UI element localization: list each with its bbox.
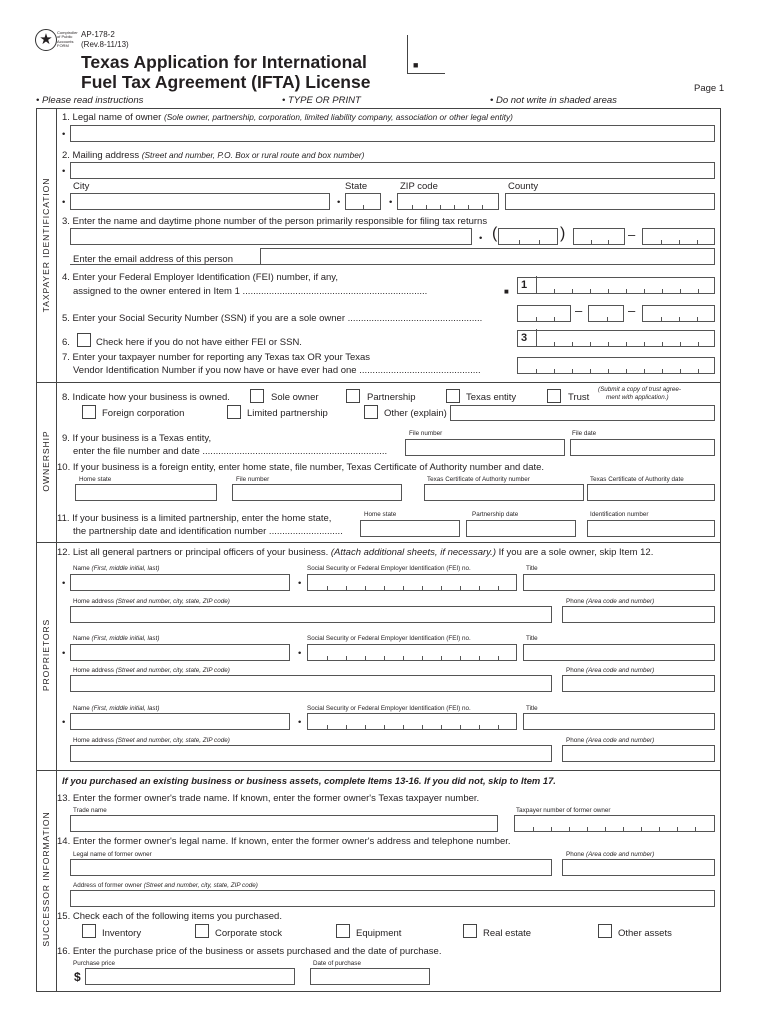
home-state-label: Home state — [79, 476, 112, 483]
email-input[interactable] — [260, 248, 715, 265]
dollar-sign: $ — [74, 970, 81, 984]
proprietor1-name-field[interactable] — [70, 574, 290, 591]
lp-identification-field[interactable] — [587, 520, 715, 537]
phone-label: Phone (Area code and number) — [566, 851, 655, 858]
state-label: State — [345, 181, 368, 192]
former-phone-field[interactable] — [562, 859, 715, 876]
home-address-label: Home address (Street and number, city, state, ZIP code) — [73, 598, 230, 605]
proprietor2-address-field[interactable] — [70, 675, 552, 692]
trust-checkbox[interactable] — [547, 389, 561, 403]
legal-name-field[interactable] — [70, 125, 715, 142]
texas-entity-checkbox[interactable] — [446, 389, 460, 403]
item5-label: 5. Enter your Social Security Number (SSN) if you are a sole owner ................................................... — [62, 313, 483, 324]
proprietor3-name-field[interactable] — [70, 713, 290, 730]
phone-area-code-field[interactable] — [498, 228, 558, 245]
partnership-date-label: Partnership date — [472, 511, 519, 518]
trust-note-line2: ment with application.) — [606, 394, 669, 401]
item15-label: 15. Check each of the following items you purchased. — [57, 911, 282, 922]
item9-label-line2: enter the file number and date ...................................................................... — [73, 446, 388, 457]
ssn-part1-field[interactable] — [517, 305, 571, 322]
address-former-label: Address of former owner (Street and number, city, state, ZIP code) — [73, 882, 258, 889]
trust-note-line1: (Submit a copy of trust agree- — [598, 386, 681, 393]
item10-label: 10. If your business is a foreign entity, enter home state, file number, Texas Certificate of Authority number and date. — [57, 462, 545, 473]
phone-label: Phone (Area code and number) — [566, 737, 655, 744]
texas-entity-label: Texas entity — [466, 392, 517, 403]
proprietor3-address-field[interactable] — [70, 745, 552, 762]
responsible-person-field[interactable] — [70, 228, 472, 245]
title-label: Title — [526, 705, 538, 712]
taxpayer-prefix: 3 — [521, 332, 528, 344]
county-field[interactable] — [505, 193, 715, 210]
equipment-label: Equipment — [356, 928, 402, 939]
zip-field[interactable] — [397, 193, 499, 210]
item13-label: 13. Enter the former owner's trade name. If known, enter the former owner's Texas taxpayer number. — [57, 793, 480, 804]
section-label-successor: SUCCESSOR INFORMATION — [41, 811, 51, 947]
proprietor3-title-field[interactable] — [523, 713, 715, 730]
name-label: Name (First, middle initial, last) — [73, 705, 160, 712]
real-estate-label: Real estate — [483, 928, 532, 939]
area-code-open: ( — [492, 225, 498, 242]
other-assets-checkbox[interactable] — [598, 924, 612, 938]
item8-label: 8. Indicate how your business is owned. — [62, 392, 230, 403]
file-number-label: File number — [236, 476, 270, 483]
item7-label-line2: Vendor Identification Number if you now have or have ever had one .............................................. — [73, 365, 481, 376]
no-fei-ssn-checkbox[interactable] — [77, 333, 91, 347]
phone-prefix-field[interactable] — [573, 228, 625, 245]
bullet: • — [298, 578, 302, 589]
tca-date-label: Texas Certificate of Authority date — [590, 476, 684, 483]
proprietor3-phone-field[interactable] — [562, 745, 715, 762]
vendor-id-field[interactable] — [517, 357, 715, 374]
partnership-checkbox[interactable] — [346, 389, 360, 403]
successor-instruction: If you purchased an existing business or business assets, complete Items 13-16. If you did not, skip to Item 17. — [62, 775, 556, 786]
section-label-taxpayer: TAXPAYER IDENTIFICATION — [41, 177, 51, 313]
fei-number-field[interactable] — [517, 277, 715, 294]
ssn-dash: – — [575, 303, 583, 318]
page-number: Page 1 — [694, 83, 725, 94]
former-trade-name-field[interactable] — [70, 815, 498, 832]
item11-label-line1: 11. If your business is a limited partnership, enter the home state, — [57, 513, 332, 524]
inventory-label: Inventory — [102, 928, 142, 939]
partnership-label: Partnership — [367, 392, 416, 403]
bullet: • — [62, 197, 66, 208]
item1-label: 1. Legal name of owner (Sole owner, partnership, corporation, limited liability company, association or other legal entity) — [62, 112, 513, 123]
former-taxpayer-label: Taxpayer number of former owner — [516, 807, 611, 814]
section-divider — [36, 382, 720, 383]
other-checkbox[interactable] — [364, 405, 378, 419]
name-label: Name (First, middle initial, last) — [73, 635, 160, 642]
foreign-home-state-field[interactable] — [75, 484, 217, 501]
texas-file-number-field[interactable] — [405, 439, 565, 456]
bullet: • — [62, 717, 66, 728]
other-explain-field[interactable] — [450, 405, 715, 421]
page-title-line1: Texas Application for International — [81, 52, 367, 72]
seal-icon: ★ — [35, 29, 57, 51]
tca-number-field[interactable] — [424, 484, 584, 501]
note-type-print: • TYPE OR PRINT — [282, 95, 361, 106]
item6-number: 6. — [62, 337, 70, 348]
purchase-price-field[interactable] — [85, 968, 295, 985]
ssn-part2-field[interactable] — [588, 305, 624, 322]
foreign-file-number-field[interactable] — [232, 484, 402, 501]
proprietor2-phone-field[interactable] — [562, 675, 715, 692]
former-address-field[interactable] — [70, 890, 715, 907]
inventory-checkbox[interactable] — [82, 924, 96, 938]
revision: (Rev.8-11/13) — [81, 40, 129, 49]
item9-label-line1: 9. If your business is a Texas entity, — [62, 433, 212, 444]
limited-partnership-checkbox[interactable] — [227, 405, 241, 419]
bullet: • — [479, 233, 483, 244]
tca-number-label: Texas Certificate of Authority number — [427, 476, 530, 483]
ssn-fei-label: Social Security or Federal Employer Identification (FEI) no. — [307, 565, 471, 572]
area-code-close: ) — [560, 225, 566, 242]
city-field[interactable] — [70, 193, 330, 210]
bullet: • — [62, 578, 66, 589]
ssn-dash: – — [628, 303, 636, 318]
date-of-purchase-label: Date of purchase — [313, 960, 361, 967]
purchase-date-field[interactable] — [310, 968, 430, 985]
former-legal-name-field[interactable] — [70, 859, 552, 876]
item4-label-line2: assigned to the owner entered in Item 1 ...................................................................... — [73, 286, 428, 297]
proprietor1-phone-field[interactable] — [562, 606, 715, 623]
file-number-label: File number — [409, 430, 443, 437]
item14-label: 14. Enter the former owner's legal name. If known, enter the former owner's address and telephone number. — [57, 836, 511, 847]
state-field[interactable] — [345, 193, 381, 210]
real-estate-checkbox[interactable] — [463, 924, 477, 938]
square-marker: ■ — [504, 287, 509, 296]
agency-name: Comptroller of Public Accounts FORM — [57, 30, 78, 49]
home-address-label: Home address (Street and number, city, state, ZIP code) — [73, 737, 230, 744]
item12-label: 12. List all general partners or principal officers of your business. (Attach additional sheets, if necessary.) If you are a sole owner, skip Item 12. — [57, 547, 654, 558]
county-label: County — [508, 181, 539, 192]
purchase-price-label: Purchase price — [73, 960, 115, 967]
identification-number-label: Identification number — [590, 511, 649, 518]
bullet: • — [62, 648, 66, 659]
fei-prefix: 1 — [521, 279, 528, 291]
texas-file-date-field[interactable] — [570, 439, 715, 456]
section-label-proprietors: PROPRIETORS — [41, 618, 51, 692]
lp-partnership-date-field[interactable] — [466, 520, 576, 537]
proprietor2-ssn-field[interactable] — [307, 644, 517, 661]
sole-owner-checkbox[interactable] — [250, 389, 264, 403]
corporate-stock-checkbox[interactable] — [195, 924, 209, 938]
taxpayer-number-field[interactable] — [517, 330, 715, 347]
proprietor2-name-field[interactable] — [70, 644, 290, 661]
lp-home-state-field[interactable] — [360, 520, 460, 537]
proprietor3-ssn-field[interactable] — [307, 713, 517, 730]
bullet: • — [298, 717, 302, 728]
city-label: City — [73, 181, 90, 192]
home-state-label: Home state — [364, 511, 397, 518]
ssn-fei-label: Social Security or Federal Employer Identification (FEI) no. — [307, 705, 471, 712]
proprietor1-ssn-field[interactable] — [307, 574, 517, 591]
item2-label: 2. Mailing address (Street and number, P.O. Box or rural route and box number) — [62, 150, 365, 161]
equipment-checkbox[interactable] — [336, 924, 350, 938]
bullet: • — [337, 197, 341, 208]
file-date-label: File date — [572, 430, 597, 437]
limited-partnership-label: Limited partnership — [247, 408, 328, 419]
phone-line-field[interactable] — [642, 228, 715, 245]
item6-label: Check here if you do not have either FEI or SSN. — [96, 337, 302, 348]
other-label: Other (explain) — [384, 408, 447, 419]
corporate-stock-label: Corporate stock — [215, 928, 283, 939]
item7-label-line1: 7. Enter your taxpayer number for reporting any Texas tax OR your Texas — [62, 352, 371, 363]
title-label: Title — [526, 565, 538, 572]
item11-label-line2: the partnership date and identification number ............................ — [73, 526, 343, 537]
item3-label: 3. Enter the name and daytime phone number of the person primarily responsible for filing tax returns — [62, 216, 488, 227]
item16-label: 16. Enter the purchase price of the business or assets purchased and the date of purchase. — [57, 946, 442, 957]
mailing-address-field[interactable] — [70, 162, 715, 179]
foreign-corporation-label: Foreign corporation — [102, 408, 185, 419]
trade-name-label: Trade name — [73, 807, 107, 814]
foreign-corporation-checkbox[interactable] — [82, 405, 96, 419]
legal-former-label: Legal name of former owner — [73, 851, 152, 858]
proprietor1-title-field[interactable] — [523, 574, 715, 591]
item4-label-line1: 4. Enter your Federal Employer Identification (FEI) number, if any, — [62, 272, 338, 283]
bullet: • — [298, 648, 302, 659]
note-read-instructions: • Please read instructions — [36, 95, 144, 106]
home-address-label: Home address (Street and number, city, state, ZIP code) — [73, 667, 230, 674]
tca-date-field[interactable] — [587, 484, 715, 501]
zip-label: ZIP code — [400, 181, 438, 192]
trust-label: Trust — [568, 392, 590, 403]
proprietor1-address-field[interactable] — [70, 606, 552, 623]
bullet: • — [62, 166, 66, 177]
page-title-line2: Fuel Tax Agreement (IFTA) License — [81, 72, 371, 92]
section-divider — [36, 770, 720, 771]
phone-label: Phone (Area code and number) — [566, 667, 655, 674]
bullet: • — [389, 197, 393, 208]
former-taxpayer-number-field[interactable] — [514, 815, 715, 832]
sole-owner-label: Sole owner — [271, 392, 319, 403]
name-label: Name (First, middle initial, last) — [73, 565, 160, 572]
title-label: Title — [526, 635, 538, 642]
note-shaded: • Do not write in shaded areas — [490, 95, 617, 106]
bullet: • — [62, 129, 66, 140]
phone-dash: – — [628, 227, 636, 242]
section-label-ownership: OWNERSHIP — [41, 430, 51, 492]
proprietor2-title-field[interactable] — [523, 644, 715, 661]
ssn-fei-label: Social Security or Federal Employer Identification (FEI) no. — [307, 635, 471, 642]
form-number: AP-178-2 — [81, 30, 115, 39]
ssn-part3-field[interactable] — [642, 305, 715, 322]
phone-label: Phone (Area code and number) — [566, 598, 655, 605]
email-label: Enter the email address of this person — [73, 254, 234, 265]
square-marker: ■ — [413, 60, 419, 70]
section-divider — [36, 542, 720, 543]
other-assets-label: Other assets — [618, 928, 672, 939]
